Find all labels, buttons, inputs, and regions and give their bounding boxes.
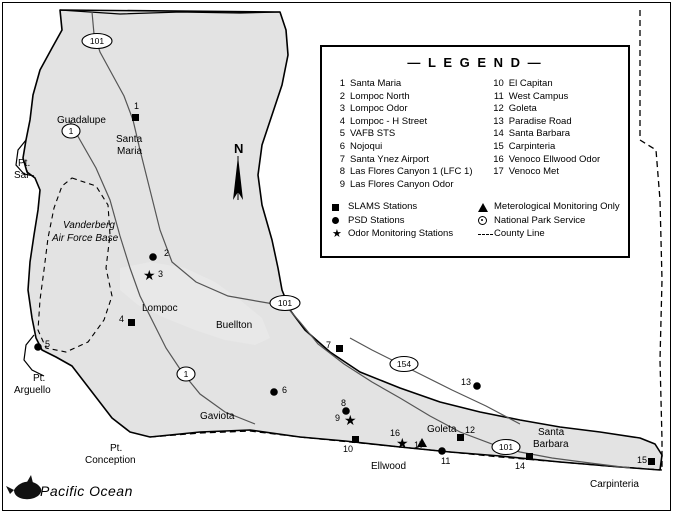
legend-symbol-label-odor: Odor Monitoring Stations	[348, 228, 454, 240]
legend-label-3: Lompoc Odor	[350, 103, 408, 115]
legend-label-7: Santa Ynez Airport	[350, 153, 430, 165]
legend-num-16: 16	[493, 153, 504, 165]
legend-item-10	[491, 78, 618, 91]
place-label-maria: Maria	[117, 146, 143, 157]
place-label-pt-arguello-1: Pt.	[33, 373, 46, 384]
station-marker-1-santa-maria	[132, 114, 139, 121]
legend-label-16: Venoco Ellwood Odor	[508, 153, 601, 165]
station-number-3: 3	[158, 269, 164, 279]
station-number-13: 13	[461, 377, 472, 387]
place-label-santa-barbara-1: Santa	[538, 427, 565, 438]
station-marker-15-carpinteria	[648, 458, 655, 465]
station-number-11: 11	[441, 456, 451, 466]
legend-symbol-odor	[332, 227, 468, 241]
legend-symbol-column-left	[332, 200, 468, 241]
station-number-10: 10	[343, 444, 354, 454]
legend-num-3: 3	[339, 103, 345, 115]
legend-item-16	[491, 154, 618, 167]
circle-icon	[332, 217, 348, 224]
legend-box	[320, 45, 630, 258]
legend-num-8: 8	[339, 166, 345, 178]
legend-label-15: Carpinteria	[508, 140, 556, 152]
legend-item-6	[332, 141, 479, 154]
station-marker-16-venoco-ellwood-odor: ★	[396, 435, 409, 451]
highway-label-1-guadalupe: 1	[68, 126, 74, 136]
place-label-guadalupe: Guadalupe	[57, 115, 106, 126]
legend-label-17: Venoco Met	[508, 166, 559, 178]
place-label-pt-conception-2: Conception	[85, 455, 136, 466]
highway-label-101-buellton: 101	[277, 298, 293, 308]
dolphin-icon	[6, 475, 41, 499]
legend-item-2	[332, 91, 479, 104]
star-icon: ★	[332, 227, 342, 240]
legend-symbol-nps	[478, 214, 618, 228]
station-number-7: 7	[326, 340, 332, 350]
place-label-ellwood: Ellwood	[371, 461, 407, 472]
legend-item-1	[332, 78, 479, 91]
legend-column-right	[491, 78, 618, 191]
legend-symbol-label-met: Meterological Monitoring Only	[494, 201, 620, 213]
station-number-16: 16	[390, 428, 401, 438]
station-number-14: 14	[515, 461, 526, 471]
legend-num-13: 13	[493, 115, 504, 127]
legend-symbol-label-nps: National Park Service	[494, 214, 586, 226]
place-label-santa: Santa	[116, 134, 143, 145]
legend-symbol-psd	[332, 214, 468, 228]
legend-label-2: Lompoc North	[350, 90, 410, 102]
legend-num-12: 12	[493, 103, 504, 115]
legend-num-7: 7	[339, 153, 345, 165]
legend-item-9	[332, 179, 479, 192]
area-label-vandenberg-1: Vanderberg	[63, 220, 115, 231]
station-number-5: 5	[45, 339, 51, 349]
station-number-2: 2	[164, 248, 170, 258]
station-marker-13-paradise-road	[473, 382, 481, 390]
highway-label-101-santabarbara: 101	[498, 442, 514, 452]
legend-label-5: VAFB STS	[350, 128, 396, 140]
place-label-pt-sal-2: Sal	[14, 170, 29, 181]
legend-item-3	[332, 103, 479, 116]
national-park-service-icon	[478, 216, 494, 225]
place-label-pt-sal-1: Pt.	[18, 158, 31, 169]
legend-column-left	[332, 78, 479, 191]
station-number-1: 1	[134, 101, 140, 111]
legend-symbol-column-right	[478, 200, 618, 241]
legend-symbol-label-county-line: County Line	[494, 228, 545, 240]
place-label-pt-arguello-2: Arguello	[14, 385, 51, 396]
legend-label-11: West Campus	[508, 90, 569, 102]
dashed-line-icon	[478, 234, 494, 235]
legend-item-14	[491, 128, 618, 141]
station-marker-14-santa-barbara	[526, 453, 533, 460]
legend-title: — L E G E N D —	[407, 55, 543, 70]
legend-entries	[332, 78, 618, 191]
legend-label-6: Nojoqui	[350, 140, 383, 152]
legend-symbol-slams	[332, 200, 468, 214]
square-icon	[332, 204, 348, 211]
legend-num-11: 11	[493, 90, 504, 102]
station-number-9: 9	[335, 413, 341, 423]
legend-label-10: El Capitan	[508, 78, 553, 89]
station-marker-11-west-campus	[438, 447, 446, 455]
legend-num-6: 6	[339, 140, 345, 152]
legend-symbol-county-line	[478, 227, 618, 241]
station-marker-3-lompoc-odor: ★	[143, 267, 156, 283]
station-number-12: 12	[465, 425, 476, 435]
legend-num-2: 2	[339, 90, 345, 102]
legend-label-13: Paradise Road	[508, 115, 572, 127]
legend-item-15	[491, 141, 618, 154]
legend-num-10: 10	[493, 78, 504, 89]
legend-symbol-label-slams: SLAMS Stations	[348, 201, 418, 213]
place-label-carpinteria: Carpinteria	[590, 479, 639, 490]
legend-num-4: 4	[339, 115, 345, 127]
highway-label-101-north: 101	[89, 36, 105, 46]
station-number-15: 15	[637, 455, 648, 465]
legend-item-17	[491, 166, 618, 179]
legend-num-15: 15	[493, 140, 504, 152]
highway-label-154: 154	[396, 359, 412, 369]
legend-label-14: Santa Barbara	[508, 128, 571, 140]
station-number-17: 17	[414, 440, 425, 450]
legend-num-1: 1	[339, 78, 345, 89]
legend-label-8: Las Flores Canyon 1 (LFC 1)	[350, 166, 473, 178]
legend-num-14: 14	[493, 128, 504, 140]
legend-num-9: 9	[339, 178, 345, 190]
compass-north-label: N	[234, 141, 244, 156]
station-marker-12-goleta	[457, 434, 464, 441]
station-number-4: 4	[119, 314, 125, 324]
station-number-8: 8	[341, 398, 347, 408]
station-marker-7-santa-ynez-airport	[336, 345, 343, 352]
legend-symbol-key	[332, 200, 618, 241]
area-label-vandenberg-2: Air Force Base	[52, 233, 119, 244]
station-marker-9-las-flores-odor: ★	[344, 412, 357, 428]
place-label-gaviota: Gaviota	[200, 411, 235, 422]
legend-item-12	[491, 103, 618, 116]
legend-symbol-met	[478, 200, 618, 214]
legend-num-17: 17	[493, 166, 504, 178]
highway-label-1-south: 1	[183, 369, 189, 379]
legend-item-4	[332, 116, 479, 129]
place-label-lompoc: Lompoc	[142, 303, 178, 314]
legend-symbol-label-psd: PSD Stations	[348, 214, 405, 226]
legend-item-13	[491, 116, 618, 129]
place-label-pt-conception-1: Pt.	[110, 443, 123, 454]
place-label-buellton: Buellton	[216, 320, 253, 331]
place-label-goleta: Goleta	[427, 424, 457, 435]
legend-item-11	[491, 91, 618, 104]
legend-item-7	[332, 154, 479, 167]
county-line-east	[640, 10, 662, 470]
station-marker-6-nojoqui	[270, 388, 278, 396]
legend-item-5	[332, 128, 479, 141]
station-marker-5-vafb-sts	[34, 343, 42, 351]
legend-label-9: Las Flores Canyon Odor	[350, 178, 454, 190]
station-marker-2-lompoc-north	[149, 253, 157, 261]
legend-label-1: Santa Maria	[350, 78, 402, 89]
legend-label-12: Goleta	[508, 103, 537, 115]
place-label-santa-barbara-2: Barbara	[533, 439, 569, 450]
triangle-icon	[478, 203, 494, 212]
legend-label-4: Lompoc - H Street	[350, 115, 428, 127]
station-marker-4-lompoc-h-street	[128, 319, 135, 326]
legend-num-5: 5	[339, 128, 345, 140]
legend-item-8	[332, 166, 479, 179]
station-marker-10-el-capitan	[352, 436, 359, 443]
ocean-label: Pacific Ocean	[40, 483, 133, 499]
station-number-6: 6	[282, 385, 288, 395]
